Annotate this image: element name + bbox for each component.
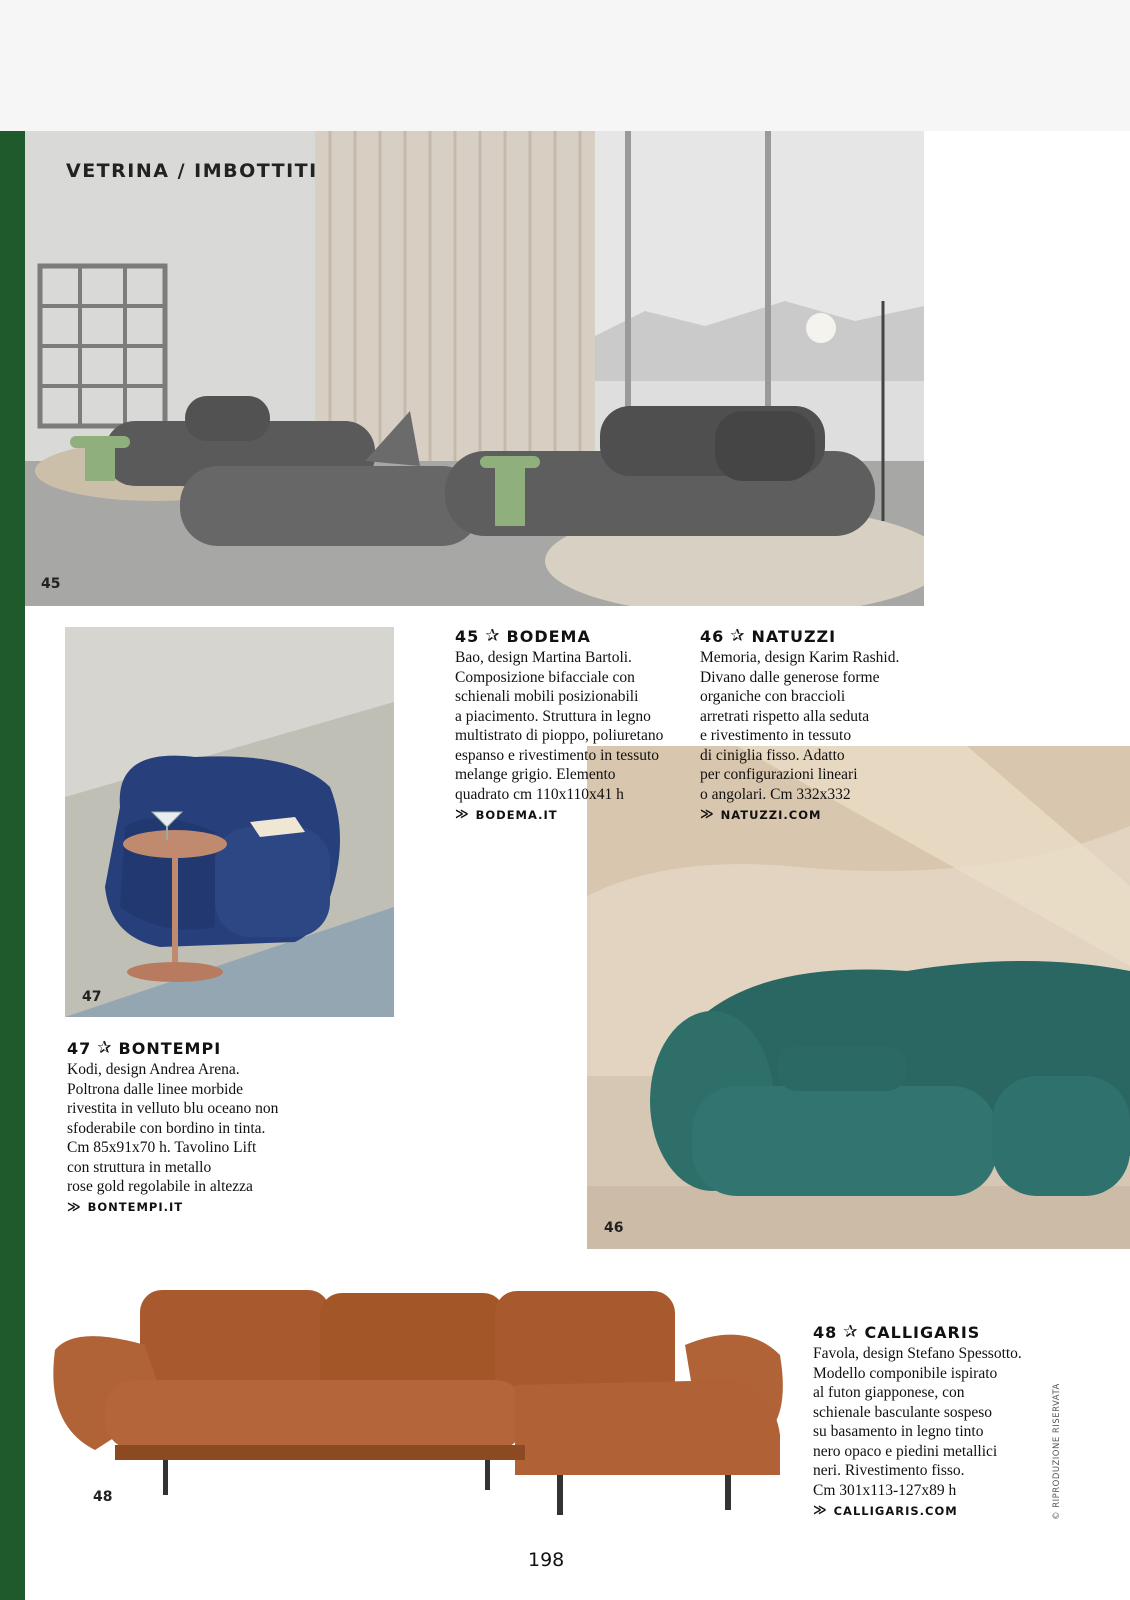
website-text[interactable]: BONTEMPI.IT (87, 1200, 184, 1214)
entry-number: 47 (67, 1038, 92, 1058)
brand-name: BODEMA (506, 626, 591, 646)
description-line: al futon giapponese, con (813, 1384, 965, 1401)
entry-number: 45 (455, 626, 480, 646)
description-line: su basamento in legno tinto (813, 1423, 984, 1440)
entry-number: 48 (813, 1322, 838, 1342)
description-line: Modello componibile ispirato (813, 1364, 998, 1382)
website-link[interactable] (67, 1200, 327, 1215)
photo-number-45: 45 (41, 576, 61, 592)
double-chevron-right-icon: ≫ (700, 807, 715, 822)
website-text[interactable]: BODEMA.IT (475, 807, 558, 822)
entry-description (700, 648, 940, 804)
entry-46-natuzzi (700, 626, 940, 822)
description-line: o angolari. Cm 332x332 (700, 785, 851, 803)
description-line: rivestita in velluto blu oceano non (67, 1100, 279, 1117)
description-line: Composizione bifacciale con (455, 668, 635, 686)
star-outline-icon: ✰ (730, 626, 746, 646)
double-chevron-right-icon: ≫ (67, 1199, 82, 1215)
entry-48-calligaris (813, 1322, 1053, 1518)
website-link[interactable] (700, 807, 940, 822)
entry-heading (67, 1038, 327, 1058)
entry-heading (455, 626, 695, 646)
description-line: Cm 301x113-127x89 h (813, 1481, 957, 1499)
description-line: sfoderabile con bordino in tinta. (67, 1119, 266, 1137)
description-line: quadrato cm 110x110x41 h (455, 785, 624, 803)
description-line: neri. Rivestimento fisso. (813, 1462, 965, 1479)
description-line: multistrato di pioppo, poliuretano (455, 727, 664, 744)
photo-48-calligaris (45, 1285, 793, 1525)
star-outline-icon: ✰ (843, 1322, 859, 1342)
entry-heading (700, 626, 940, 646)
entry-heading (813, 1322, 1053, 1342)
entry-description (455, 648, 695, 804)
description-line: nero opaco e piedini metallici (813, 1442, 998, 1460)
website-link[interactable] (455, 807, 695, 822)
description-line: organiche con braccioli (700, 688, 846, 705)
section-color-bar (0, 131, 25, 1600)
description-line: Cm 85x91x70 h. Tavolino Lift (67, 1139, 257, 1156)
star-outline-icon: ✰ (485, 626, 501, 646)
description-line: con struttura in metallo (67, 1158, 212, 1176)
website-link[interactable] (813, 1503, 1053, 1518)
description-line: rose gold regolabile in altezza (67, 1178, 253, 1195)
description-line: espanso e rivestimento in tessuto (455, 746, 660, 764)
description-line: Divano dalle generose forme (700, 668, 880, 686)
photo-47-bontempi (65, 627, 394, 1017)
description-line: melange grigio. Elemento (455, 766, 616, 783)
photo-number-46: 46 (604, 1220, 624, 1236)
star-outline-icon: ✰ (97, 1038, 113, 1058)
description-line: Bao, design Martina Bartoli. (455, 649, 632, 666)
brand-name: NATUZZI (751, 626, 837, 646)
description-line: schienali mobili posizionabili (455, 688, 639, 705)
description-line: arretrati rispetto alla seduta (700, 707, 870, 725)
description-line: Favola, design Stefano Spessotto. (813, 1345, 1022, 1362)
description-line: schienale basculante sospeso (813, 1403, 993, 1421)
description-line: a piacimento. Struttura in legno (455, 707, 651, 725)
description-line: Poltrona dalle linee morbide (67, 1080, 244, 1098)
entry-number: 46 (700, 626, 725, 646)
brand-name: CALLIGARIS (864, 1322, 981, 1342)
double-chevron-right-icon: ≫ (455, 807, 470, 822)
brand-name: BONTEMPI (118, 1038, 222, 1058)
description-line: di ciniglia fisso. Adatto (700, 746, 845, 764)
photo-number-47: 47 (82, 989, 102, 1005)
description-line: Kodi, design Andrea Arena. (67, 1061, 240, 1078)
top-margin-band (0, 0, 1130, 131)
entry-description (67, 1060, 327, 1197)
description-line: e rivestimento in tessuto (700, 727, 852, 744)
rights-notice: © RIPRODUZIONE RISERVATA (1052, 1383, 1062, 1520)
photo-number-48: 48 (93, 1489, 113, 1505)
photo-45-bodema (25, 131, 924, 606)
entry-description (813, 1344, 1053, 1500)
section-title: VETRINA / IMBOTTITI (66, 160, 318, 182)
entry-45-bodema (455, 626, 695, 822)
website-text[interactable]: NATUZZI.COM (720, 807, 822, 822)
website-text[interactable]: CALLIGARIS.COM (833, 1503, 958, 1518)
page-number: 198 (528, 1549, 565, 1571)
description-line: per configurazioni lineari (700, 766, 858, 783)
description-line: Memoria, design Karim Rashid. (700, 649, 900, 666)
entry-47-bontempi (67, 1038, 327, 1215)
double-chevron-right-icon: ≫ (813, 1503, 828, 1518)
